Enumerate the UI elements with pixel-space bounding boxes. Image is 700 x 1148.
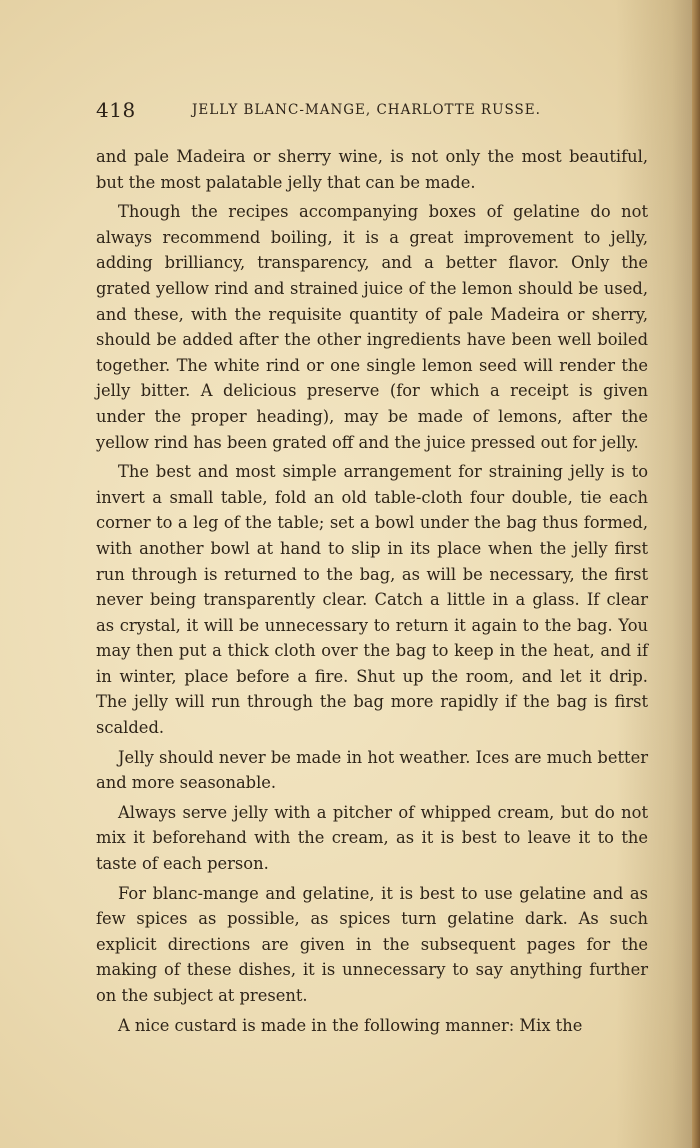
paragraph-custard: A nice custard is made in the following manner: Mix the — [118, 1015, 583, 1035]
paragraph-straining-jelly: The best and most simple arrangement for straining jelly is to invert a small table, fold an old table-cloth four double, tie each corner to a leg of the table; set a bowl under the bag thus formed, with another bowl at hand to slip in its place when the jelly first run through is returned to the bag, as will be necessary, the first never being transparently clear. Catch a little in a glass. If clear as crystal, it will be unnecessary to return it again to the bag. You may then put a thick cloth over the bag to keep in the heat, and if in winter, place before a fire. Shut up the room, and let it drip. The jelly will run through the bag more rapidly if the bag is first scalded. — [96, 462, 648, 738]
running-title: JELLY BLANC-MANGE, CHARLOTTE RUSSE. — [192, 102, 541, 118]
paragraph-hot-weather: Jelly should never be made in hot weather. Ices are much better and more seasonable. — [96, 747, 648, 793]
paragraph-whipped-cream: Always serve jelly with a pitcher of whipped cream, but do not mix it beforehand with the cream, as it is best to leave it to the taste of each person. — [96, 802, 648, 874]
page-edge-shadow — [692, 0, 700, 1148]
paragraph-continuation: and pale Madeira or sherry wine, is not only the most beautiful, but the most palatable jelly that can be made. — [96, 147, 648, 192]
page-number: 418 — [96, 98, 136, 122]
paragraph-blanc-mange: For blanc-mange and gelatine, it is best to use gelatine and as few spices as possible, as spices turn gelatine dark. As such explicit directions are given in the subsequent pages for the making of these dishes, it is unnecessary to say anything further on the subject at present. — [96, 883, 648, 1005]
paragraph-gelatine-boiling: Though the recipes accompanying boxes of gelatine do not always recommend boiling, it is a great improvement to jelly, adding brilliancy, transparency, and a better flavor. Only the grated yellow rind and strained juice of the lemon should be used, and these, with the requisite quantity of pale Madeira or sherry, should be added after the other ingredients have been well boiled together. The white rind or one single lemon seed will render the jelly bitter. A delicious preserve (for which a receipt is given under the proper heading), may be made of lemons, after the yellow rind has been grated off and the juice pressed out for jelly. — [96, 202, 648, 452]
body-text — [96, 144, 648, 1042]
running-head — [96, 98, 648, 128]
